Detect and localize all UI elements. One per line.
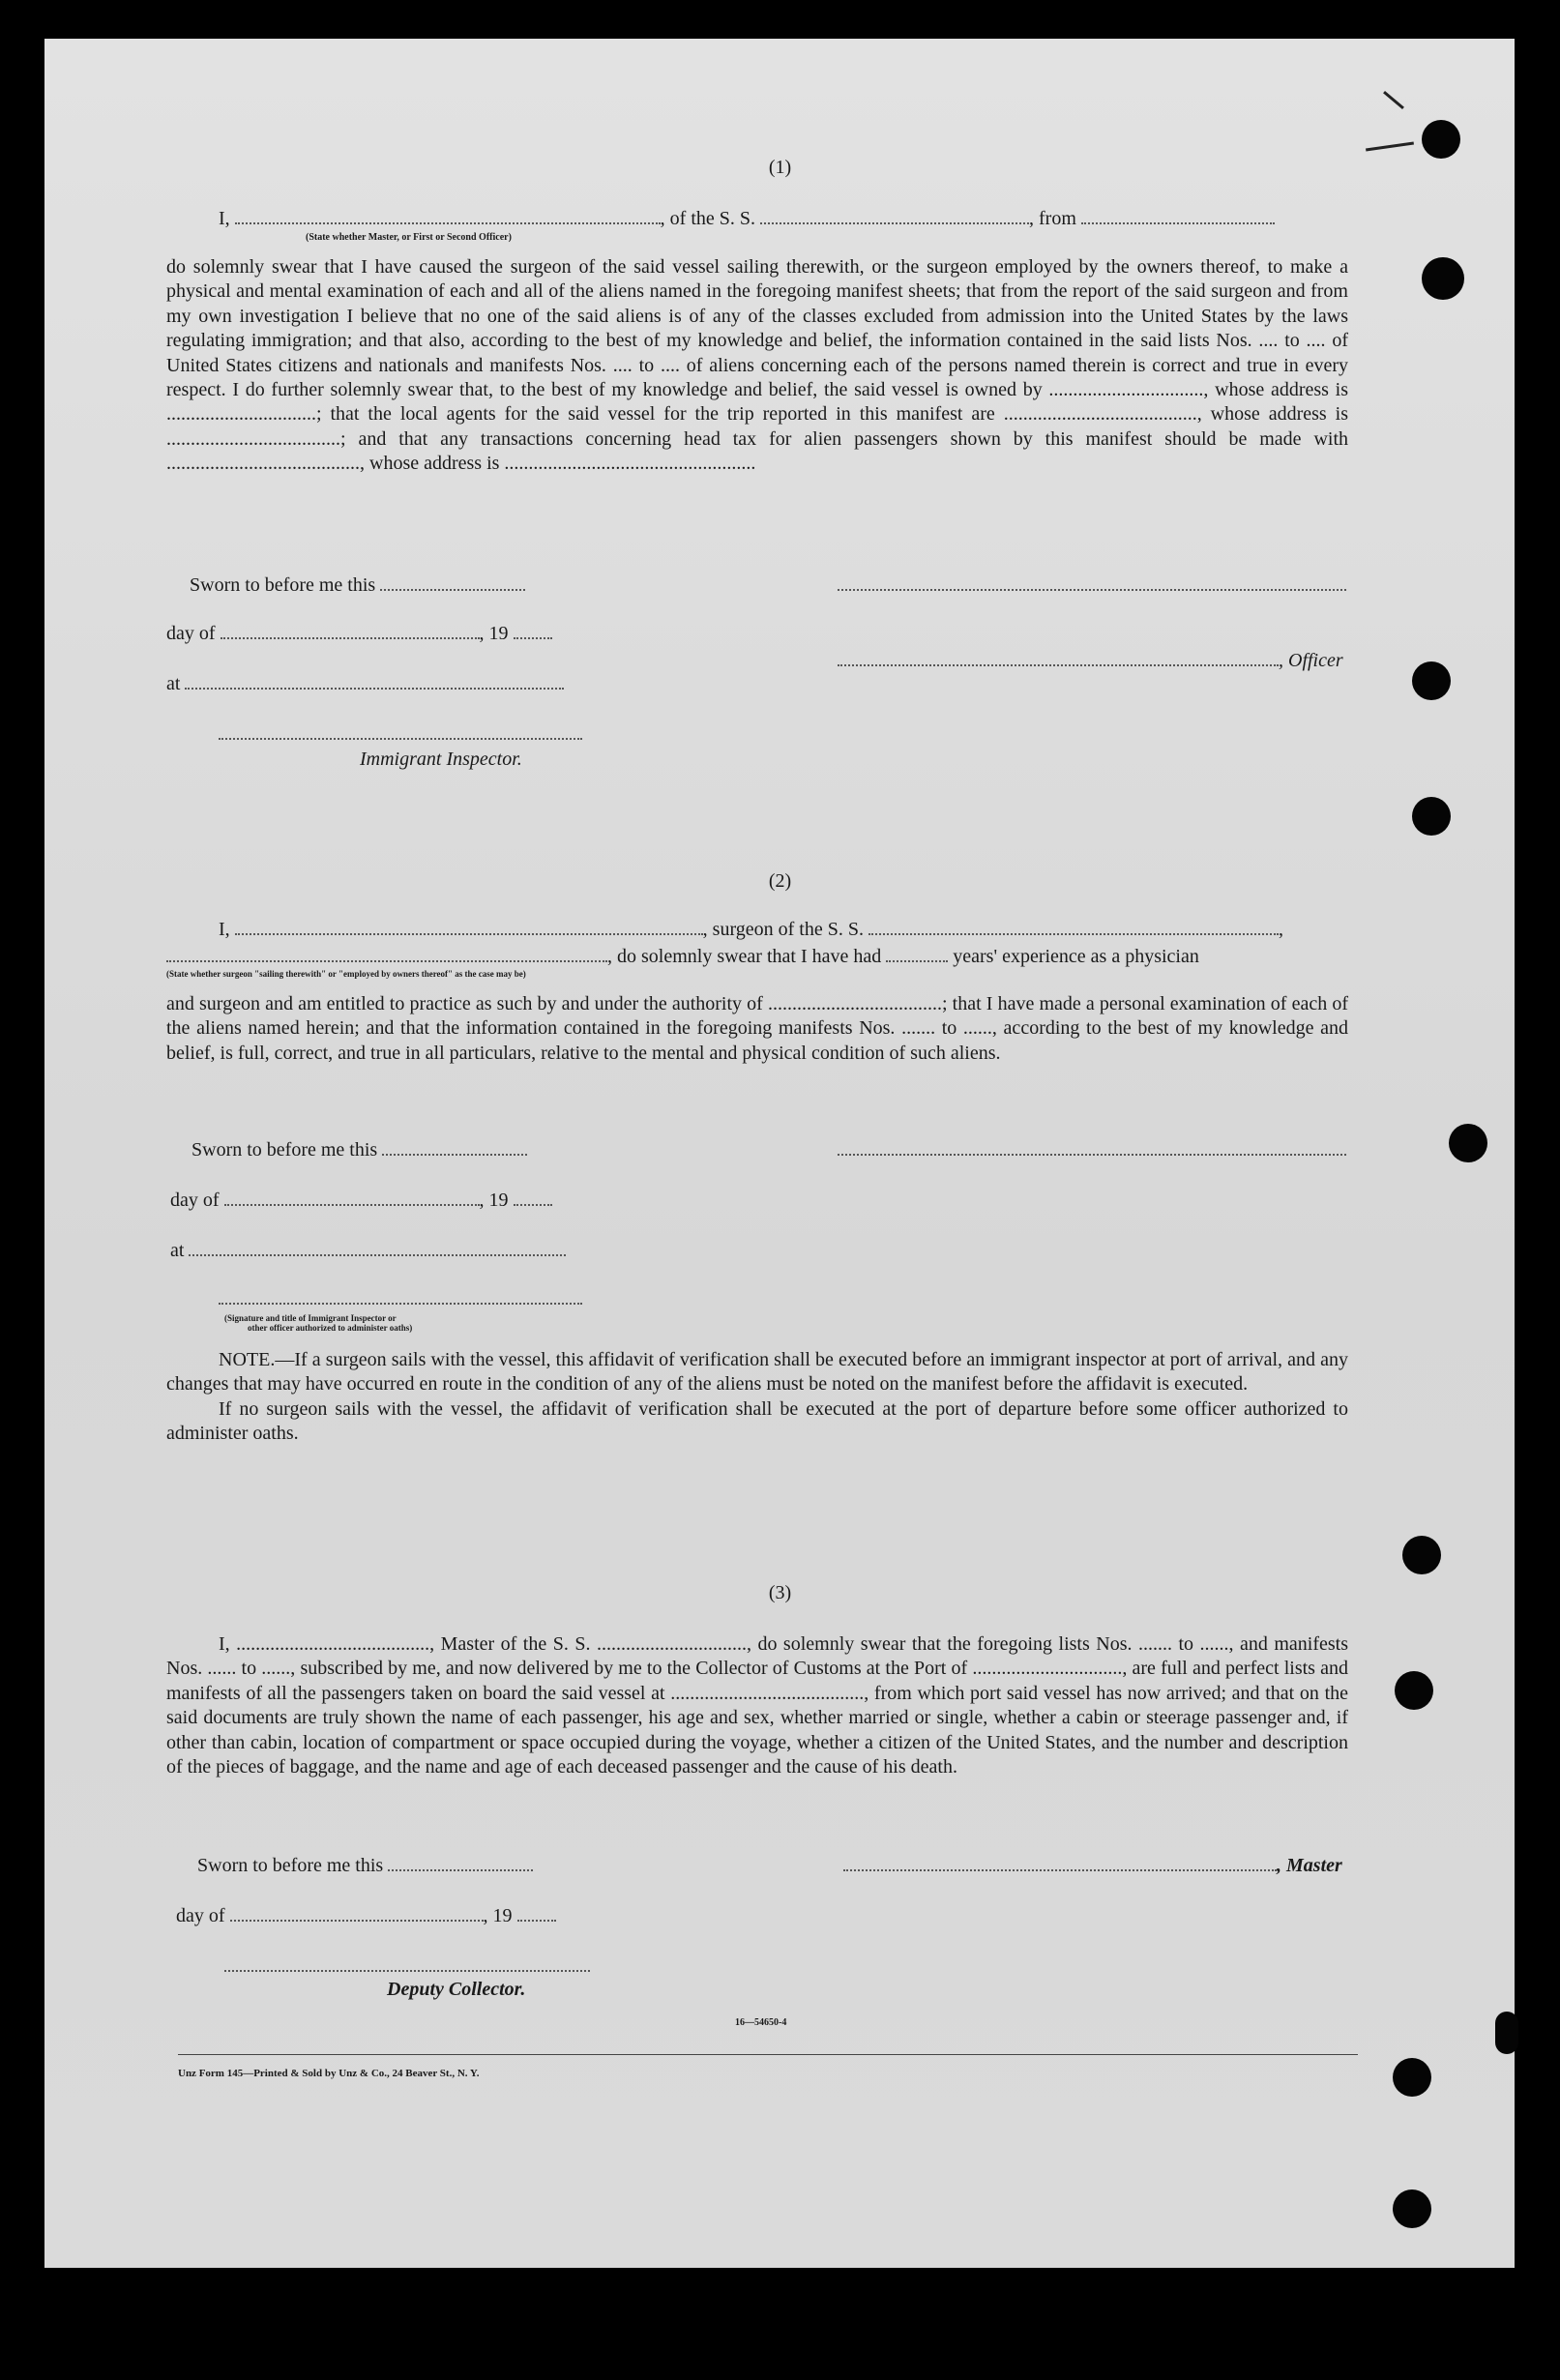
lead-text: years' experience as a physician — [953, 946, 1199, 967]
section3-body — [166, 1632, 1348, 1779]
blank-field — [838, 650, 1279, 666]
lead-text: , surgeon of the S. S. — [702, 919, 864, 940]
blank-field — [221, 623, 480, 639]
label: , 19 — [479, 1190, 509, 1211]
punch-hole — [1422, 257, 1464, 300]
blank-field — [224, 1955, 590, 1972]
label: , 19 — [483, 1905, 513, 1926]
blank-field — [380, 574, 525, 591]
at-line — [170, 1240, 566, 1262]
blank-field — [230, 1905, 484, 1922]
signature-line — [838, 574, 1346, 597]
blank-field — [838, 1139, 1346, 1156]
blank-field — [514, 1190, 552, 1206]
signature-line — [838, 1139, 1346, 1161]
footer-rule — [178, 2054, 1358, 2055]
blank-field — [868, 919, 1279, 935]
affidavit-text: do solemnly swear that I have caused the surgeon of the said vessel sailing therewith, or the surgeon employed by the owners thereof, to make a physical and mental examination of each and all of the aliens named in the foregoing manifest sheets; that from the report of the said surgeon and from my own investigation I believe that no one of the said aliens is of any of the classes excluded from admission into the United States by the laws regulating immigration; and that also, according to the best of my knowledge and belief, the information contained in the said lists Nos. .... to .... of United States citizens and nationals and manifests Nos. .... to .... of aliens concerning each of the persons named therein is correct and true in every respect. I do further solemnly swear that, to the best of my knowledge and belief, the said vessel is owned by ................................, whose address is ...............................; that the local agents for the said vessel for the trip reported in this manifest are ........................................, whose address is ....................................; and that any transactions concerning head tax for alien passengers shown by this manifest should be made with ........................................, whose address is .................................................... — [166, 256, 1348, 475]
section1-body — [166, 255, 1348, 477]
affidavit-text: and surgeon and am entitled to practice as such by and under the authority of ....................................; that I have made a personal examination of each of the aliens named herein; and that the information contained in the foregoing manifests Nos. ....... to ......, according to the best of my knowledge and belief, is full, correct, and true in all particulars, relative to the mental and physical condition of such aliens. — [166, 993, 1348, 1064]
blank-field — [382, 1139, 527, 1156]
blank-field — [235, 919, 703, 935]
collector-line — [224, 1955, 590, 1978]
punch-hole — [1402, 1536, 1441, 1574]
blank-field — [388, 1855, 533, 1871]
punch-hole — [1412, 797, 1451, 836]
section-number: (1) — [768, 157, 792, 178]
punch-hole — [1412, 661, 1451, 700]
signer-title: Deputy Collector. — [387, 1979, 526, 2000]
label: Sworn to before me this — [190, 574, 376, 596]
signature-note: other officer authorized to administer oaths) — [248, 1323, 413, 1333]
label: Sworn to before me this — [191, 1139, 378, 1161]
section2-body — [166, 992, 1348, 1066]
blank-field — [219, 1288, 582, 1305]
field-note: (State whether Master, or First or Second Officer) — [306, 232, 512, 243]
signer-title: Immigrant Inspector. — [360, 749, 522, 770]
blank-field — [886, 946, 948, 962]
label: day of — [170, 1190, 220, 1211]
label: , Officer — [1279, 650, 1343, 671]
day-line — [166, 623, 552, 645]
blank-field — [189, 1240, 566, 1256]
blank-field — [219, 723, 582, 740]
form-code: 16—54650-4 — [735, 2017, 787, 2028]
blank-field — [838, 574, 1346, 591]
blank-field — [224, 1190, 480, 1206]
field-note: (State whether surgeon "sailing therewith" or "employed by owners thereof" as the case may be) — [166, 969, 526, 979]
blank-field — [166, 946, 607, 962]
affidavit-text: I, ........................................, Master of the S. S. ..............................., do solemnly swear that the foregoing lists Nos. ....... to ......, and manifests Nos. ...... to ......, subscribed by me, and now delivered by me to the Collector of Customs at the Port of ..............................., are full and perfect lists and manifests of all the passengers taken on board the said vessel at ........................................, from which port said vessel has now arrived; and that on the said documents are truly shown the name of each passenger, his age and sex, whether married or single, whether a cabin or steerage passenger and, if other than cabin, location of compartment or space occupied during the voyage, whether a citizen of the United States, and the number and description of the pieces of baggage, and the name and age of each deceased passenger and the cause of his death. — [166, 1633, 1348, 1778]
lead-text: , do solemnly swear that I have had — [607, 946, 882, 967]
section1-lead-line — [219, 208, 1275, 230]
blank-field — [235, 208, 661, 224]
label: , 19 — [479, 623, 509, 644]
master-line — [843, 1855, 1342, 1877]
blank-field — [1081, 208, 1275, 224]
label: at — [166, 673, 181, 694]
label: at — [170, 1240, 185, 1261]
punch-hole — [1393, 2058, 1431, 2097]
label: , Master — [1277, 1855, 1342, 1876]
section-number: (2) — [768, 870, 792, 892]
punch-hole — [1449, 1124, 1487, 1162]
punch-hole — [1393, 2189, 1431, 2228]
officer-line — [838, 650, 1343, 672]
note-text: If no surgeon sails with the vessel, the affidavit of verification shall be executed at the port of departure before some officer authorized to administer oaths. — [166, 1397, 1348, 1445]
inspector-line — [219, 1288, 582, 1310]
sworn-line — [197, 1855, 533, 1877]
lead-text: , from — [1029, 208, 1076, 229]
section-number: (3) — [768, 1582, 792, 1603]
inspector-line — [219, 723, 582, 746]
blank-field — [514, 623, 552, 639]
sworn-line — [191, 1139, 527, 1161]
day-line — [176, 1905, 556, 1927]
lead-text: I, — [219, 919, 230, 940]
sworn-line — [190, 574, 525, 597]
lead-text: , of the S. S. — [660, 208, 756, 229]
blank-field — [517, 1905, 556, 1922]
note-text: NOTE.—If a surgeon sails with the vessel, this affidavit of verification shall be executed before an immigrant inspector at port of arrival, and any changes that may have occurred en route in the condition of any of the aliens must be noted on the manifest before the affidavit is executed. — [166, 1349, 1348, 1396]
punch-hole — [1495, 2012, 1518, 2054]
label: day of — [176, 1905, 225, 1926]
blank-field — [760, 208, 1029, 224]
section2-note — [166, 1348, 1348, 1447]
day-line — [170, 1190, 552, 1212]
blank-field — [843, 1855, 1277, 1871]
punch-hole — [1422, 120, 1460, 159]
section2-line2 — [166, 946, 1199, 968]
label: day of — [166, 623, 216, 644]
printer-imprint: Unz Form 145—Printed & Sold by Unz & Co., 24 Beaver St., N. Y. — [178, 2068, 480, 2079]
signature-note: (Signature and title of Immigrant Inspector or — [224, 1313, 397, 1323]
at-line — [166, 673, 564, 695]
section2-lead-line: I, , surgeon of the S. S. , — [219, 919, 1283, 940]
punch-hole — [1395, 1671, 1433, 1710]
lead-text: I, — [219, 208, 230, 229]
blank-field — [185, 673, 564, 690]
label: Sworn to before me this — [197, 1855, 384, 1876]
